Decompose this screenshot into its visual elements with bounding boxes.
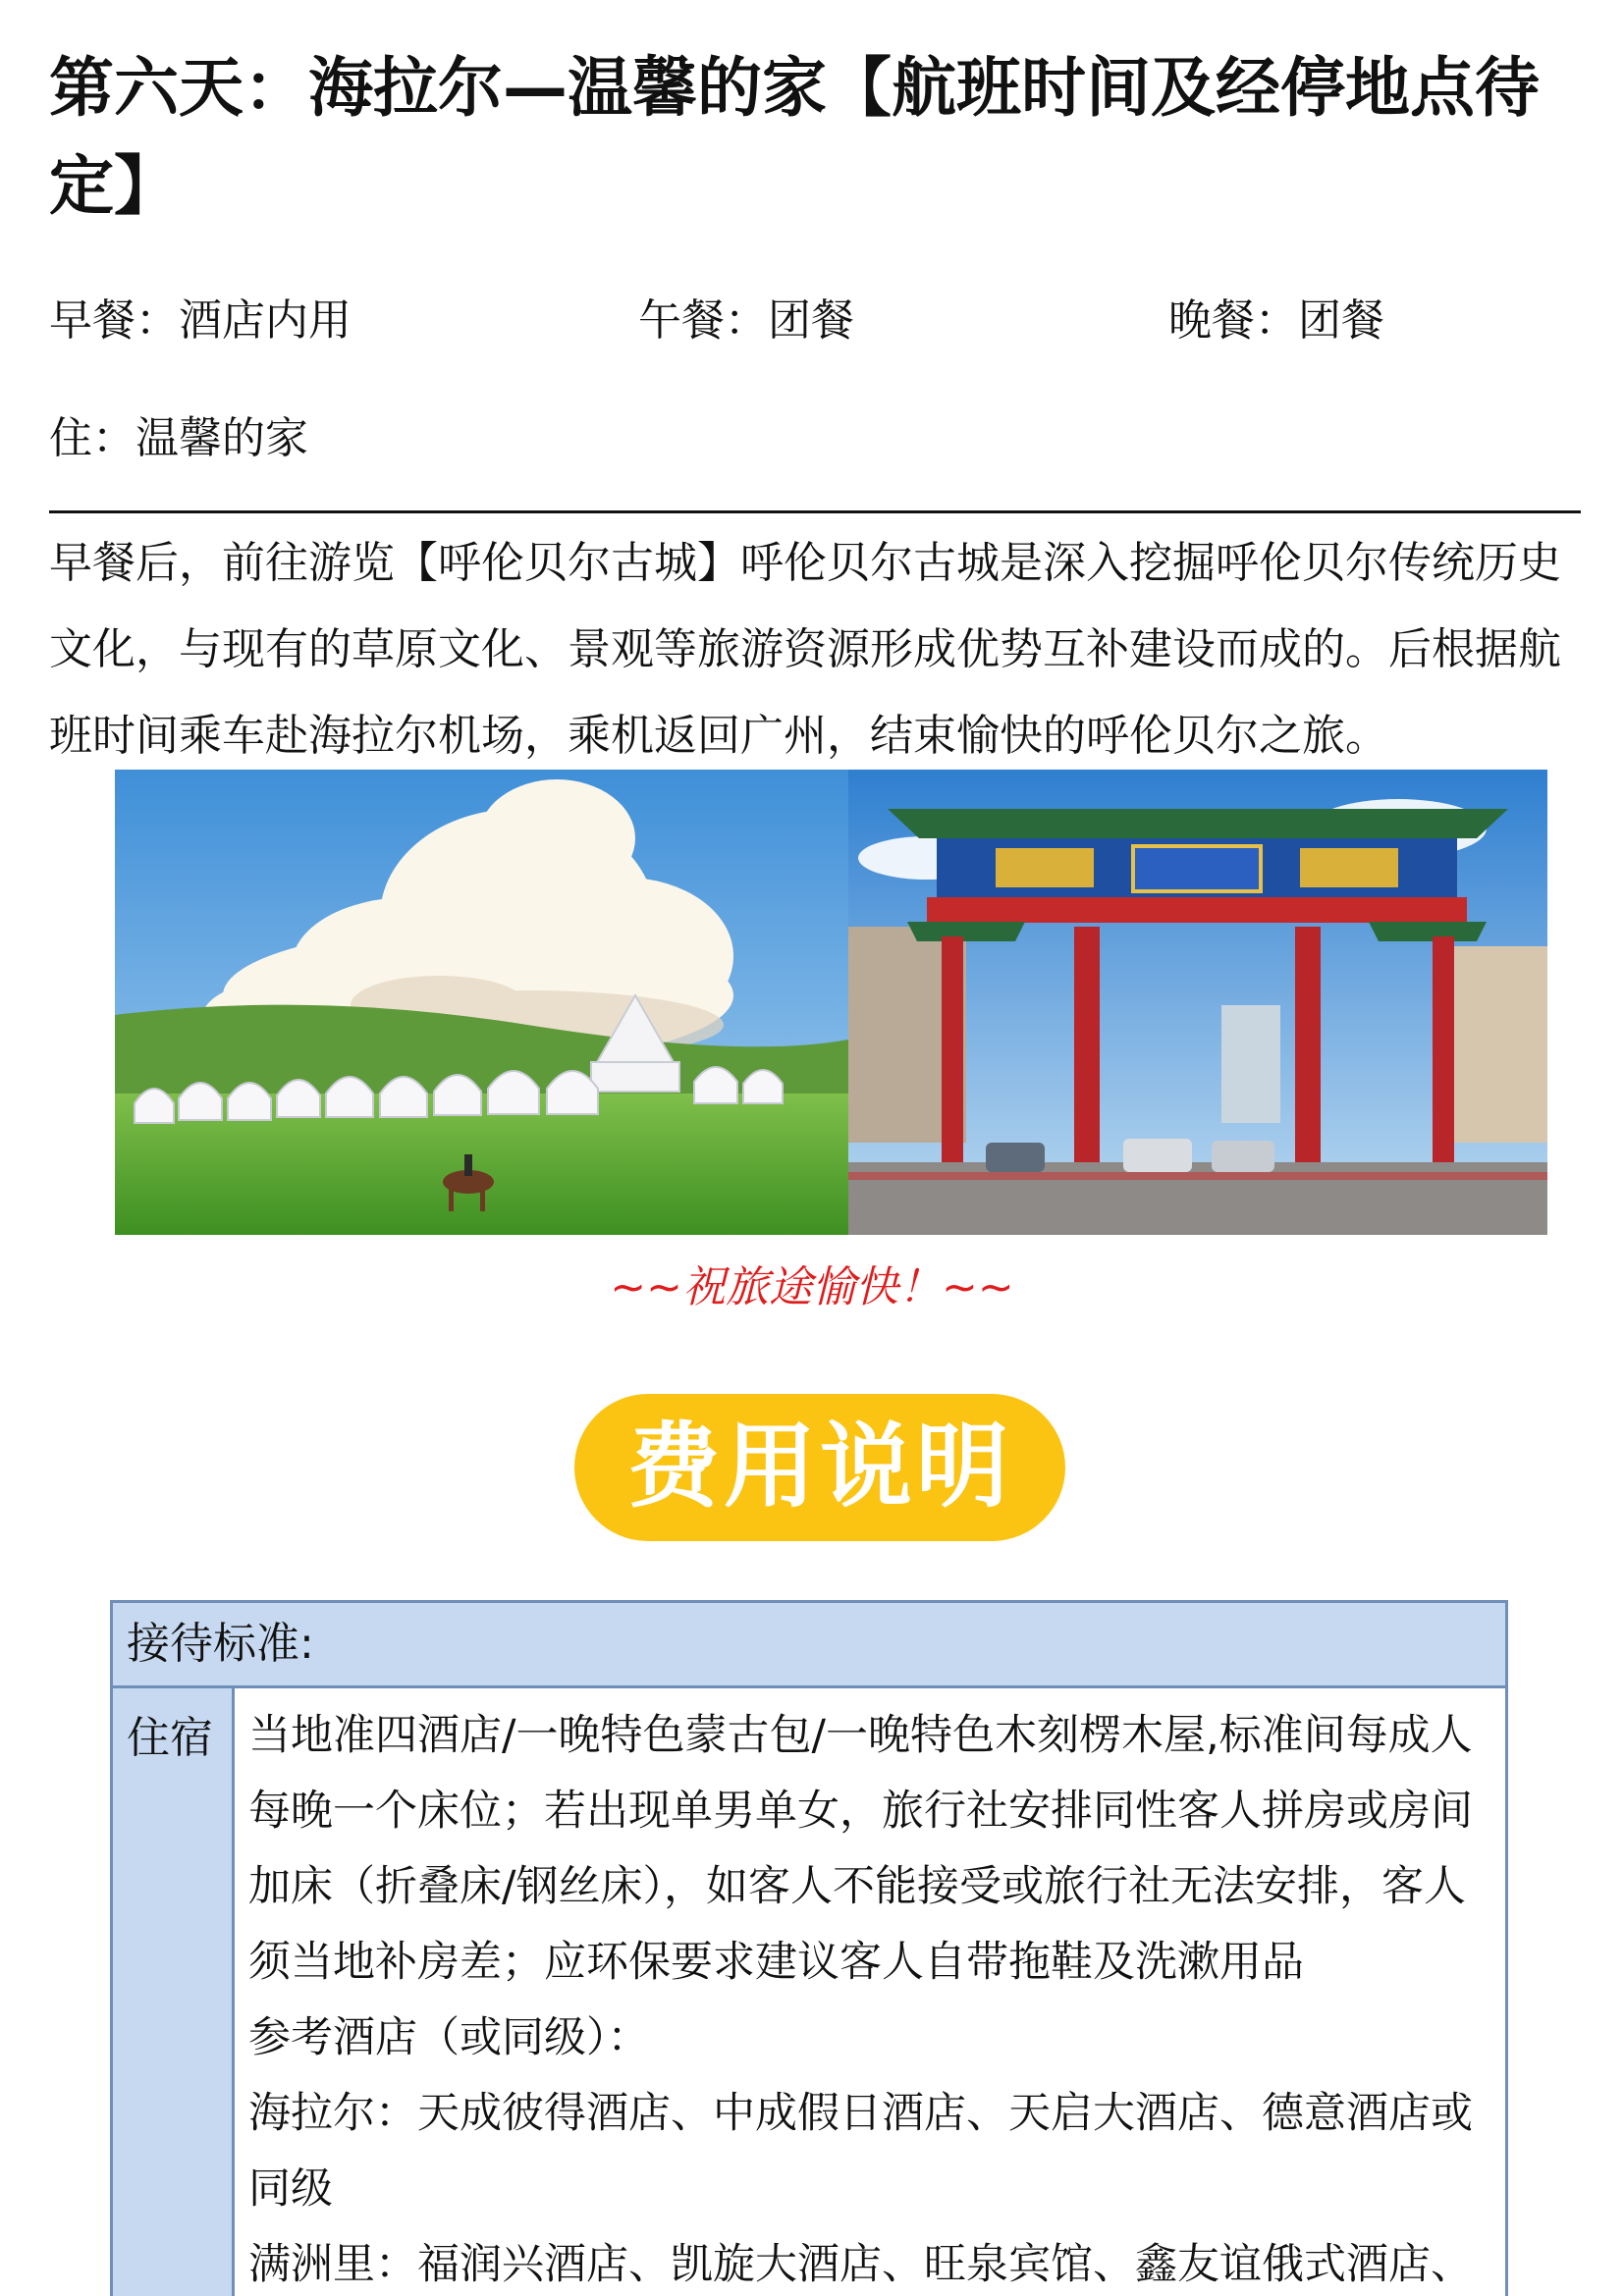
accommodation-info: 住：温馨的家 [49, 413, 308, 463]
reference-hotels-label: 参考酒店（或同级）： [248, 2013, 650, 2062]
accommodation-policy: 当地准四酒店/一晚特色蒙古包/一晚特色木刻楞木屋,标准间每成人每晚一个床位；若出现单男单女，旅行社安排同性客人拼房或房间加床（折叠床/钢丝床），如客人不能接受或旅行社无法安排，客人须当地补房差；应环保要求建议客人自带拖鞋及洗漱用品 [248, 1711, 1473, 1987]
table-row [113, 1688, 1505, 2296]
itinerary-description: 早餐后，前往游览【呼伦贝尔古城】呼伦贝尔古城是深入挖掘呼伦贝尔传统历史文化，与现有的草原文化、景观等旅游资源形成优势互补建设而成的。后根据航班时间乘车赴海拉尔机场，乘机返回广州，结束愉快的呼伦贝尔之旅。 [49, 538, 1561, 761]
grassland-yurt-camp-photo [115, 770, 848, 1235]
breakfast-info: 早餐：酒店内用 [49, 295, 352, 346]
lunch-info: 午餐：团餐 [638, 295, 854, 346]
dinner-info: 晚餐：团餐 [1168, 295, 1384, 346]
cost-section-title: 费用说明 [574, 1394, 1065, 1541]
table-header: 接待标准: [113, 1603, 1505, 1688]
day-title: 第六天：海拉尔—温馨的家【航班时间及经停地点待定】 [49, 50, 1540, 224]
row-label-accommodation: 住宿 [113, 1688, 235, 2296]
hulunbuir-ancient-city-gate-photo [848, 770, 1547, 1235]
reception-standard-table [110, 1600, 1508, 2296]
hailar-hotels: 海拉尔：天成彼得酒店、中成假日酒店、天启大酒店、德意酒店或同级 [248, 2089, 1473, 2214]
meal-info [0, 285, 1624, 373]
manzhouli-hotels: 满洲里：福润兴酒店、凯旋大酒店、旺泉宾馆、鑫友谊俄式酒店、 [248, 2240, 1473, 2289]
travel-wish: ~~祝旅途愉快！~~ [610, 1262, 1014, 1312]
divider [49, 510, 1581, 513]
row-content-accommodation [235, 1688, 1505, 2296]
